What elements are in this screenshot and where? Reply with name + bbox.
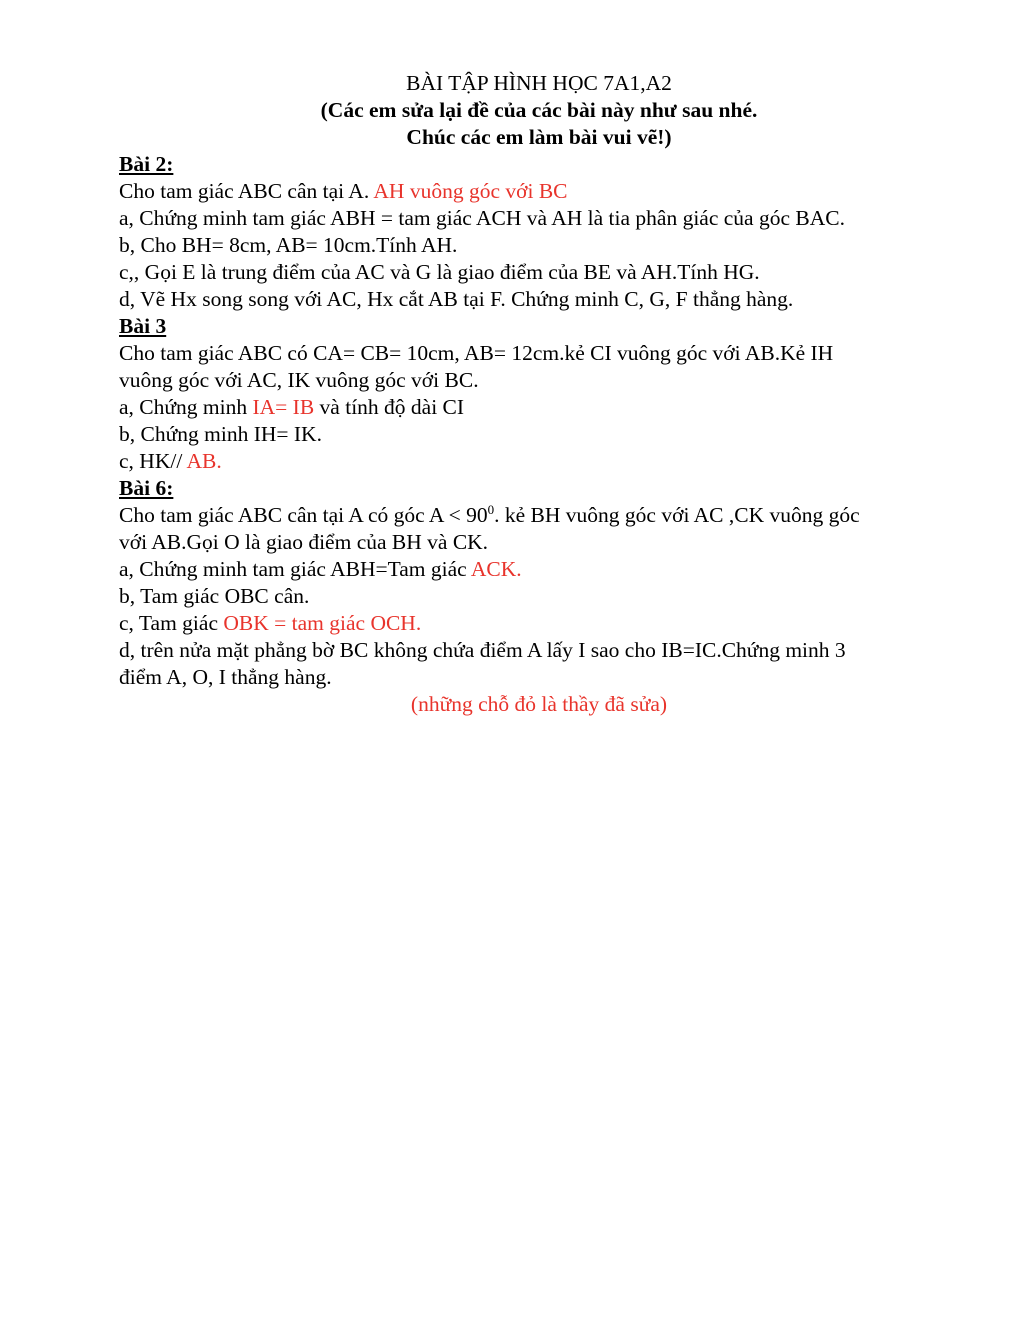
- exercise-6-part-a: [119, 556, 979, 583]
- exercise-3-part-c-text: c, HK//: [119, 449, 187, 473]
- exercise-3-part-a-correction: IA= IB: [252, 395, 315, 419]
- exercise-6-part-c-correction: OBK = tam giác OCH.: [223, 611, 422, 635]
- degree-superscript: 0: [487, 502, 495, 517]
- exercise-6-intro-text: Cho tam giác ABC cân tại A có góc A < 90: [119, 503, 488, 527]
- exercise-6-part-a-correction: ACK.: [470, 557, 522, 581]
- exercise-3-heading: Bài 3: [119, 314, 167, 338]
- correction-note: (những chỗ đỏ là thầy đã sửa): [410, 692, 668, 716]
- exercise-6-part-d-line-2: điểm A, O, I thẳng hàng.: [119, 665, 332, 689]
- exercise-6-part-a-text: a, Chứng minh tam giác ABH=Tam giác: [119, 557, 471, 581]
- exercise-3-part-c: [119, 448, 979, 475]
- exercise-3-part-a-text: a, Chứng minh: [119, 395, 253, 419]
- exercise-2-part-b: b, Cho BH= 8cm, AB= 10cm.Tính AH.: [119, 233, 458, 257]
- exercise-6-intro-line-1: [119, 502, 979, 529]
- exercise-6-part-c-text: c, Tam giác: [119, 611, 224, 635]
- exercise-6-heading: Bài 6:: [119, 476, 174, 500]
- exercise-2-part-c: c,, Gọi E là trung điểm của AC và G là giao điểm của BE và AH.Tính HG.: [119, 260, 760, 284]
- instruction-line-2: Chúc các em làm bài vui vẽ!): [406, 125, 672, 149]
- exercise-2-intro-text: Cho tam giác ABC cân tại A.: [119, 179, 374, 203]
- exercise-6-intro-line-2: với AB.Gọi O là giao điểm của BH và CK.: [119, 530, 489, 554]
- exercise-2-heading: Bài 2:: [119, 152, 174, 176]
- exercise-3-part-b: b, Chứng minh IH= IK.: [119, 422, 322, 446]
- exercise-6-part-d-line-1: d, trên nửa mặt phẳng bờ BC không chứa điểm A lấy I sao cho IB=IC.Chứng minh 3: [119, 638, 846, 662]
- exercise-6-part-c: [119, 610, 979, 637]
- exercise-6-intro-tail: . kẻ BH vuông góc với AC ,CK vuông góc: [494, 503, 860, 527]
- exercise-2-intro-correction: AH vuông góc với BC: [373, 179, 568, 203]
- page-title: BÀI TẬP HÌNH HỌC 7A1,A2: [406, 71, 672, 95]
- exercise-3-part-a-tail: và tính độ dài CI: [314, 395, 465, 419]
- instruction-line-1: (Các em sửa lại đề của các bài này như sau nhé.: [320, 98, 758, 122]
- exercise-3-part-a: [119, 394, 979, 421]
- exercise-3-intro-line-2: vuông góc với AC, IK vuông góc với BC.: [119, 368, 479, 392]
- worksheet-content: [119, 70, 979, 718]
- exercise-3-intro-line-1: Cho tam giác ABC có CA= CB= 10cm, AB= 12cm.kẻ CI vuông góc với AB.Kẻ IH: [119, 341, 834, 365]
- exercise-3-part-c-correction: AB.: [186, 449, 222, 473]
- exercise-2-part-a: a, Chứng minh tam giác ABH = tam giác ACH và AH là tia phân giác của góc BAC.: [119, 206, 845, 230]
- exercise-2-intro: [119, 178, 979, 205]
- exercise-6-part-b: b, Tam giác OBC cân.: [119, 584, 310, 608]
- exercise-2-part-d: d, Vẽ Hx song song với AC, Hx cắt AB tại F. Chứng minh C, G, F thẳng hàng.: [119, 287, 794, 311]
